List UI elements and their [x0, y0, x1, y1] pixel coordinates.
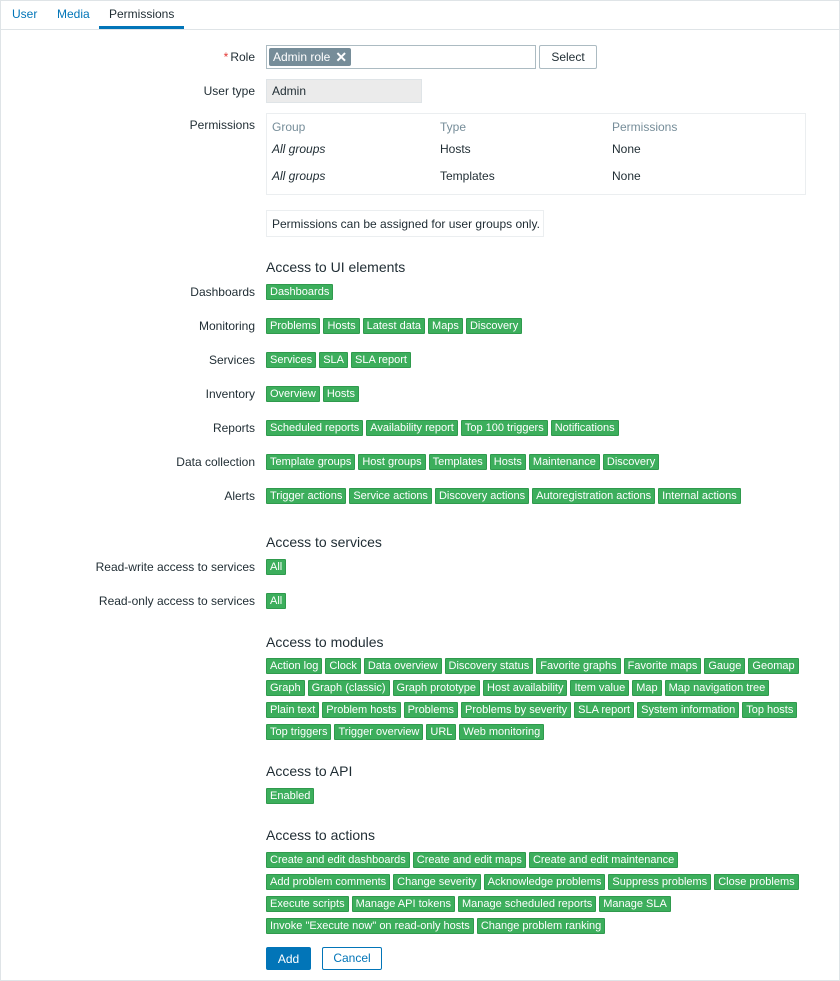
- role-multiselect[interactable]: [266, 45, 536, 69]
- tag: Problems: [404, 702, 458, 718]
- tag: Map: [632, 680, 661, 696]
- tag: Clock: [325, 658, 361, 674]
- tag: Close problems: [714, 874, 798, 890]
- tag: Change problem ranking: [477, 918, 605, 934]
- tag: Latest data: [363, 318, 425, 334]
- tag: Graph prototype: [393, 680, 481, 696]
- tag: Trigger actions: [266, 488, 346, 504]
- ui-tags-alerts: [266, 488, 744, 504]
- tag: Execute scripts: [266, 896, 349, 912]
- required-mark: *: [223, 50, 229, 64]
- tag: Create and edit maps: [413, 852, 526, 868]
- tag: Graph: [266, 680, 305, 696]
- tag: Problem hosts: [322, 702, 400, 718]
- tag: Discovery status: [445, 658, 534, 674]
- section-heading-api: Access to API: [266, 763, 353, 779]
- tag: Action log: [266, 658, 322, 674]
- tag: Manage API tokens: [352, 896, 455, 912]
- tag: Autoregistration actions: [532, 488, 655, 504]
- tag: Hosts: [323, 318, 359, 334]
- tag: Template groups: [266, 454, 355, 470]
- ui-label-alerts: Alerts: [224, 489, 255, 503]
- close-icon[interactable]: ✕: [335, 49, 348, 65]
- tag: Maps: [428, 318, 463, 334]
- tag: Host groups: [358, 454, 425, 470]
- tag: Manage SLA: [599, 896, 671, 912]
- ui-label-reports: Reports: [212, 421, 255, 435]
- ui-tags-reports: [266, 420, 622, 436]
- ui-tags-inventory: [266, 386, 362, 402]
- tab-media[interactable]: Media: [57, 7, 90, 21]
- section-heading-actions: Access to actions: [266, 827, 375, 843]
- actions-tags-line-3: [266, 896, 674, 912]
- tag: Web monitoring: [459, 724, 544, 740]
- tag: Acknowledge problems: [484, 874, 606, 890]
- tag: Create and edit maintenance: [529, 852, 678, 868]
- ui-label-monitoring: Monitoring: [198, 319, 255, 333]
- tab-permissions[interactable]: Permissions: [99, 1, 184, 29]
- tag: Discovery actions: [435, 488, 529, 504]
- tag: Geomap: [748, 658, 798, 674]
- services-tags-read-only: [266, 593, 289, 609]
- role-chip-label: Admin role: [273, 50, 331, 64]
- cancel-button[interactable]: Cancel: [322, 947, 382, 970]
- tag: All: [266, 593, 286, 609]
- tag: Gauge: [704, 658, 745, 674]
- row-2-group: All groups: [272, 169, 326, 183]
- tag: Plain text: [266, 702, 319, 718]
- ui-label-services: Services: [208, 353, 255, 367]
- tag: Notifications: [551, 420, 619, 436]
- row-2-type: Templates: [440, 169, 495, 183]
- tag: SLA report: [574, 702, 634, 718]
- services-tags-read-write: [266, 559, 289, 575]
- ui-label-dashboards: Dashboards: [190, 285, 255, 299]
- add-button[interactable]: Add: [266, 947, 311, 970]
- modules-tags-line-2: [266, 680, 772, 696]
- tag: Invoke "Execute now" on read-only hosts: [266, 918, 474, 934]
- actions-tags-line-2: [266, 874, 802, 890]
- modules-tags-line-4: [266, 724, 547, 740]
- services-label-read-only: Read-only access to services: [98, 594, 255, 608]
- tag: Discovery: [603, 454, 659, 470]
- api-tags: [266, 788, 317, 804]
- tag: SLA: [319, 352, 348, 368]
- tag: Top triggers: [266, 724, 331, 740]
- tag: Discovery: [466, 318, 522, 334]
- ui-tags-dashboards: [266, 284, 336, 300]
- tag: Problems: [266, 318, 320, 334]
- ui-tags-services: [266, 352, 414, 368]
- row-1-type: Hosts: [440, 142, 471, 156]
- tag: Dashboards: [266, 284, 333, 300]
- select-button[interactable]: Select: [539, 45, 597, 69]
- permissions-label: Permissions: [189, 118, 255, 132]
- tag: Problems by severity: [461, 702, 571, 718]
- section-heading-services: Access to services: [266, 534, 382, 550]
- modules-tags-line-1: [266, 658, 802, 674]
- tag: Hosts: [490, 454, 526, 470]
- tag: Favorite graphs: [536, 658, 620, 674]
- tag: Enabled: [266, 788, 314, 804]
- tag: Maintenance: [529, 454, 600, 470]
- tag: Templates: [429, 454, 487, 470]
- section-heading-ui-elements: Access to UI elements: [266, 259, 406, 275]
- ui-label-inventory: Inventory: [205, 387, 255, 401]
- user-type-label: User type: [203, 84, 255, 98]
- actions-tags-line-1: [266, 852, 681, 868]
- tag: All: [266, 559, 286, 575]
- role-chip: [269, 48, 351, 66]
- tag: Graph (classic): [308, 680, 390, 696]
- tag: SLA report: [351, 352, 411, 368]
- modules-tags-line-3: [266, 702, 800, 718]
- tag: Services: [266, 352, 316, 368]
- tag: Map navigation tree: [665, 680, 770, 696]
- tag: Trigger overview: [334, 724, 423, 740]
- tab-user[interactable]: User: [12, 7, 38, 21]
- column-header-type: Type: [440, 120, 467, 134]
- tag: Hosts: [323, 386, 359, 402]
- tag: Manage scheduled reports: [458, 896, 596, 912]
- services-label-read-write: Read-write access to services: [95, 560, 255, 574]
- tag: Availability report: [366, 420, 458, 436]
- column-header-group: Group: [272, 120, 306, 134]
- permissions-note: Permissions can be assigned for user groups only.: [266, 210, 544, 237]
- tag: Suppress problems: [608, 874, 711, 890]
- row-2-permissions: None: [612, 169, 641, 183]
- tag: Data overview: [364, 658, 442, 674]
- column-header-permissions: Permissions: [612, 120, 678, 134]
- actions-tags-line-4: [266, 918, 608, 934]
- tag: Service actions: [349, 488, 432, 504]
- tag: Favorite maps: [624, 658, 702, 674]
- ui-tags-monitoring: [266, 318, 525, 334]
- permissions-table: [266, 113, 806, 195]
- tag: Internal actions: [658, 488, 741, 504]
- tag: Overview: [266, 386, 320, 402]
- tag: Top 100 triggers: [461, 420, 548, 436]
- row-1-group: All groups: [272, 142, 326, 156]
- ui-label-data-collection: Data collection: [176, 455, 255, 469]
- tag: Add problem comments: [266, 874, 390, 890]
- tab-bar: [1, 1, 839, 30]
- tag: Top hosts: [742, 702, 797, 718]
- tag: Item value: [570, 680, 629, 696]
- role-label-text: Role: [230, 50, 255, 64]
- section-heading-modules: Access to modules: [266, 634, 384, 650]
- tag: System information: [637, 702, 739, 718]
- tag: Scheduled reports: [266, 420, 363, 436]
- tag: Host availability: [483, 680, 567, 696]
- tag: Change severity: [393, 874, 481, 890]
- tag: URL: [426, 724, 456, 740]
- user-type-field: Admin: [266, 79, 422, 103]
- tag: Create and edit dashboards: [266, 852, 410, 868]
- role-label: [224, 50, 255, 64]
- ui-tags-data-collection: [266, 454, 662, 470]
- row-1-permissions: None: [612, 142, 641, 156]
